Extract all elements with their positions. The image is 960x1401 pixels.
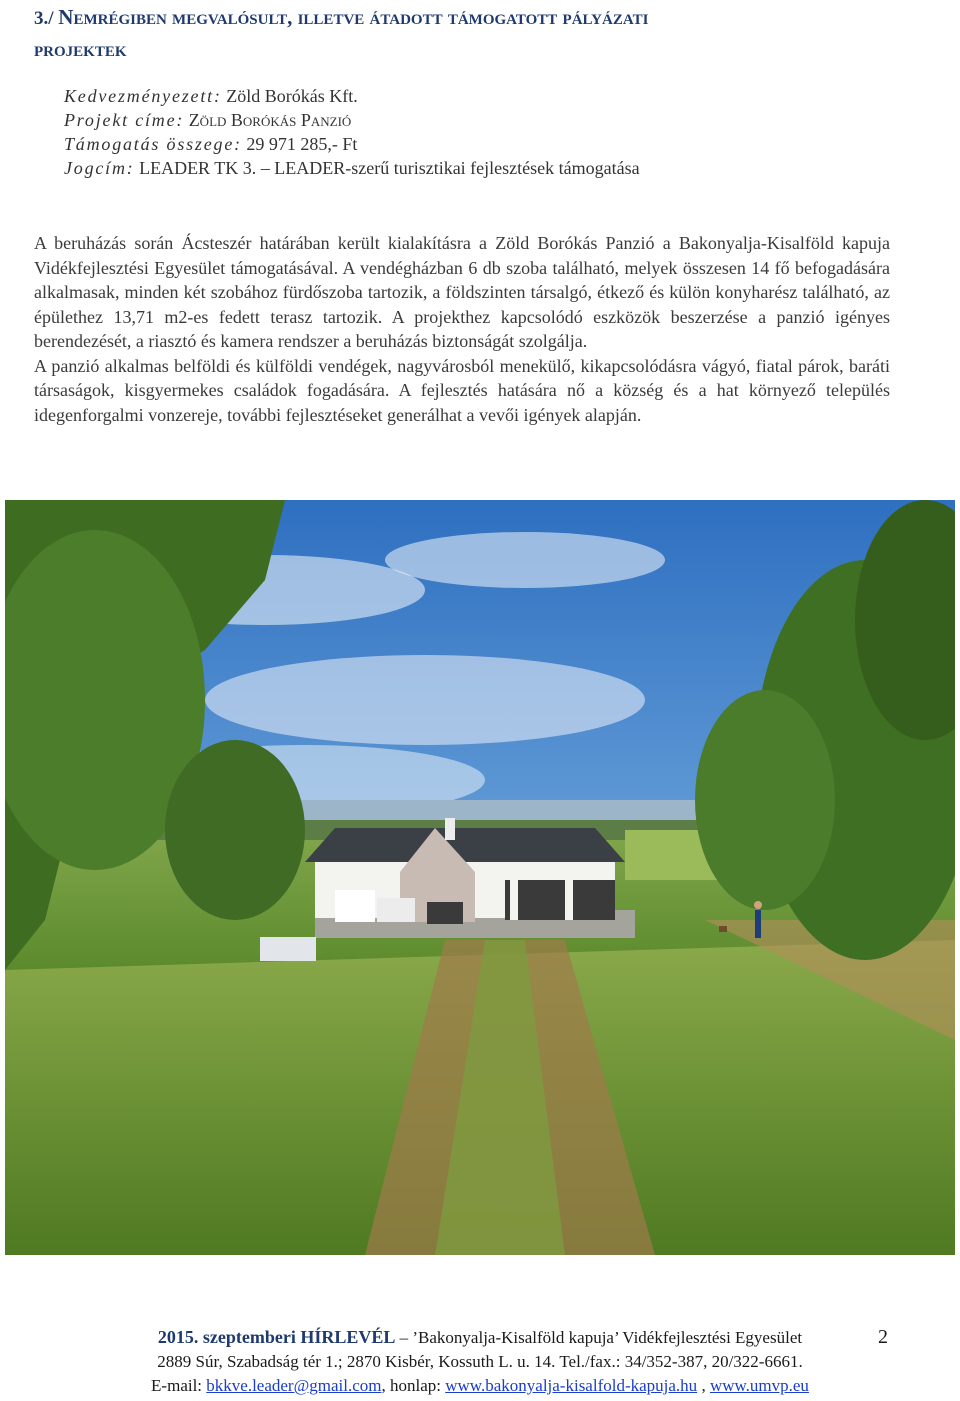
legal-title-label: Jogcím:	[64, 158, 135, 178]
project-label: Projekt címe:	[64, 110, 185, 130]
section-title-line2: projektek	[34, 37, 127, 61]
section-heading	[34, 2, 934, 66]
project-value: Zöld Borókás Panzió	[188, 110, 352, 130]
page-number: 2	[878, 1326, 888, 1348]
website-label: , honlap:	[381, 1376, 446, 1395]
article-body	[34, 231, 890, 427]
email-label: E-mail:	[151, 1376, 207, 1395]
website-link-1[interactable]: www.bakonyalja-kisalfold-kapuja.hu	[445, 1376, 698, 1395]
beneficiary-value: Zöld Borókás Kft.	[226, 86, 358, 106]
paragraph-1: A beruházás során Ácsteszér határában került kialakításra a Zöld Borókás Panzió a Bakonyalja-Kisalföld kapuja Vidékfejlesztési Egyesület támogatásával. A vendégházban 6 db szoba található, melyek összesen 14 fő befogadására alkalmasak, minden két szobához fürdőszoba tartozik, a földszinten társalgó, étkező és külön konyharész található, az épülethez 13,71 m2-es fedett terasz tartozik. A projekthez kapcsolódó eszközök beszerzése a panzió igényes berendezését, a riasztó és kamera rendszer a beruházás biztonságát szolgálja.	[34, 233, 890, 351]
organization-name: – ’Bakonyalja-Kisalföld kapuja’ Vidékfejlesztési Egyesület	[395, 1328, 803, 1347]
website-link-2[interactable]: www.umvp.eu	[709, 1376, 809, 1395]
footer-title	[0, 1325, 960, 1350]
link-separator: ,	[697, 1376, 710, 1395]
paragraph-2: A panzió alkalmas belföldi és külföldi vendégek, nagyvárosból menekülő, kikapcsolódásra vágyó, fiatal párok, baráti társaságok, kisgyermekes családok fogadására. A fejlesztés hatására nő a község és a hat környező település idegenforgalmi vonzereje, további fejlesztéseket generálhat a vevői igények alapján.	[34, 355, 890, 425]
section-title-line1: Nemrégiben megvalósult, illetve átadott támogatott pályázati	[58, 5, 649, 29]
legal-title-value: LEADER TK 3. – LEADER-szerű turisztikai fejlesztések támogatása	[139, 158, 640, 178]
landscape-illustration	[5, 500, 955, 1255]
beneficiary-label: Kedvezményezett:	[64, 86, 222, 106]
section-number: 3./	[34, 8, 54, 29]
amount-value: 29 971 285,- Ft	[246, 134, 358, 154]
footer-address: 2889 Súr, Szabadság tér 1.; 2870 Kisbér, Kossuth L. u. 14. Tel./fax.: 34/352-387, 20/322-6661.	[157, 1352, 803, 1371]
guesthouse-photo	[5, 500, 955, 1255]
newsletter-title: 2015. szeptemberi HÍRLEVÉL	[157, 1327, 396, 1347]
footer-contacts	[0, 1374, 960, 1398]
project-meta	[64, 84, 640, 180]
amount-label: Támogatás összege:	[64, 134, 242, 154]
email-link[interactable]: bkkve.leader@gmail.com	[206, 1376, 382, 1395]
page-footer	[0, 1325, 960, 1398]
